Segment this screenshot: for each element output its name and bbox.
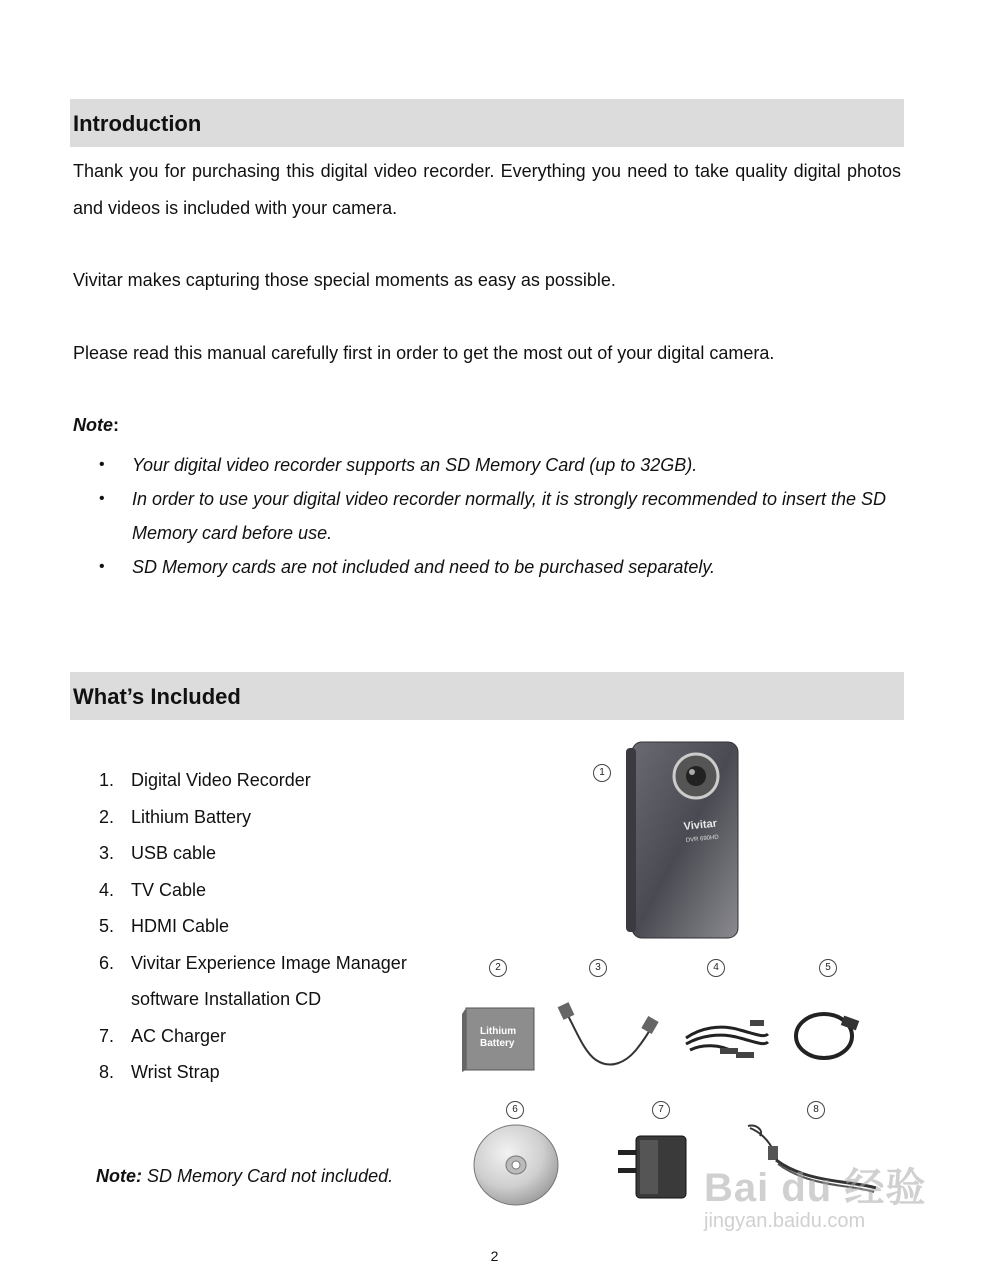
ac-charger-image — [610, 1128, 690, 1202]
whats-included-header-bar — [70, 672, 904, 720]
illustration-number-8: 8 — [807, 1101, 825, 1119]
list-item: 8. Wrist Strap — [99, 1062, 220, 1082]
illustration-number-5: 5 — [819, 959, 837, 977]
watermark-main-text: Bai du 经验 — [704, 1166, 927, 1210]
illustration-number-1: 1 — [593, 764, 611, 782]
baidu-watermark — [700, 1148, 940, 1248]
watermark-url: jingyan.baidu.com — [704, 1210, 866, 1232]
battery-label-line1: Lithium — [480, 1026, 517, 1037]
intro-paragraph-1: Thank you for purchasing this digital video recorder. Everything you need to take quality digital photos and videos is included with your camera. — [73, 161, 901, 218]
usb-cable-image — [556, 1000, 662, 1072]
list-item: 1. Digital Video Recorder — [99, 770, 311, 790]
illustration-number-4: 4 — [707, 959, 725, 977]
introduction-header-bar — [70, 99, 904, 147]
list-item: 7. AC Charger — [99, 1025, 227, 1046]
camera-brand-label: Vivitar — [683, 817, 718, 833]
lithium-battery-image — [460, 1004, 540, 1074]
tv-cable-image — [680, 1010, 772, 1066]
note-bullet: • Your digital video recorder supports an SD Memory Card (up to 32GB). — [99, 448, 899, 482]
note-bullet-list — [99, 448, 899, 584]
illustration-number-7: 7 — [652, 1101, 670, 1119]
list-item: 2. Lithium Battery — [99, 806, 252, 827]
list-item: 3. USB cable — [99, 843, 217, 863]
video-recorder-image — [622, 738, 744, 942]
included-items-list — [99, 762, 439, 1091]
illustration-number-6: 6 — [506, 1101, 524, 1119]
illustration-number-3: 3 — [589, 959, 607, 977]
list-item: 5. HDMI Cable — [99, 916, 230, 936]
intro-note-label: Note: — [73, 415, 119, 435]
intro-paragraph-2: Vivitar makes capturing those special moments as easy as possible. — [73, 270, 616, 290]
illustration-number-2: 2 — [489, 959, 507, 977]
battery-label-line2: Battery — [480, 1038, 515, 1049]
intro-paragraph-3: Please read this manual carefully first in order to get the most out of your digital camera. — [73, 343, 775, 363]
sd-card-note: Note: SD Memory Card not included. — [96, 1166, 394, 1186]
note-bullet: • SD Memory cards are not included and need to be purchased separately. — [99, 550, 899, 584]
note-bullet: • In order to use your digital video recorder normally, it is strongly recommended to insert the SD Memory card before use. — [99, 482, 899, 550]
introduction-heading: Introduction — [73, 111, 202, 136]
installation-cd-image — [470, 1122, 562, 1208]
page-number: 2 — [490, 1248, 499, 1264]
camera-model-label: DVR 690HD — [685, 834, 720, 844]
hdmi-cable-image — [790, 1006, 864, 1064]
list-item: 6. Vivitar Experience Image Manager software Installation CD — [99, 952, 407, 1009]
list-item: 4. TV Cable — [99, 879, 207, 900]
whats-included-heading: What’s Included — [73, 684, 241, 709]
